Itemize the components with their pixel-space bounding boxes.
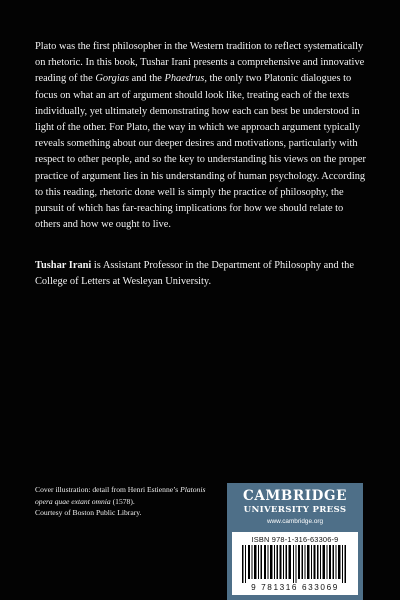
author-name: Tushar Irani [35,260,92,271]
credit-text-1: Cover illustration: detail from Henri Estienne’s [35,485,181,494]
publisher-panel [227,483,363,600]
blurb-text-2: and the [129,73,165,85]
blurb-text-3: , the only two Platonic dialogues to focus on what an art of argument should look like, treating each of the texts individually, yet ultimately demonstrating how each can best be understood in light of the other. For Plato, the way in which we approach argument typically reveals something about our deeper desires and motivations, particularly with respect to other people, and so the key to understanding his views on the proper practice of argument lies in his understanding of human psychology. According to this reading, rhetoric done well is simply the practice of philosophy, the pursuit of which has far-reaching implications for how we should relate to others and how we ought to live. [35,73,366,231]
barcode-digits: 9 781316 633069 [251,583,339,592]
isbn-label: ISBN 978-1-316-63306-9 [251,535,339,544]
cover-credit [35,484,210,519]
phaedrus-title: Phaedrus [164,73,205,85]
publisher-url: www.cambridge.org [266,518,324,525]
gorgias-title: Gorgias [95,73,129,85]
back-cover-blurb [35,39,367,233]
credit-source-title: Platonis opera quae extant omnia [35,485,206,506]
barcode-icon [242,545,348,583]
barcode-box [232,532,358,595]
publisher-subname: UNIVERSITY PRESS [243,505,347,515]
author-bio-text: is Assistant Professor in the Department of Philosophy and the College of Letters at Wesleyan University. [35,260,354,288]
blurb-text-1: Plato was the first philosopher in the Western tradition to reflect systematically on rhetoric. In this book, Tushar Irani presents a comprehensive and innovative reading of the [35,41,365,85]
author-bio [35,258,367,290]
credit-text-2: (1578). [110,496,135,506]
publisher-name: CAMBRIDGE [242,488,348,504]
credit-text-3: Courtesy of Boston Public Library. [35,508,142,518]
